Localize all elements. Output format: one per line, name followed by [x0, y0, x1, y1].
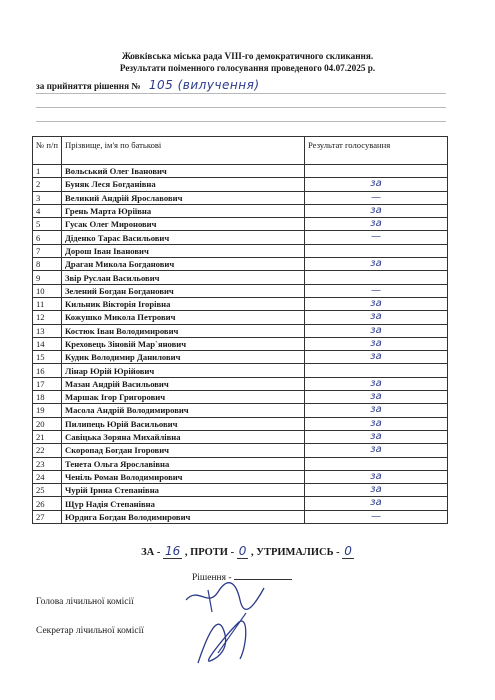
proty-count: 0: [238, 544, 247, 558]
deputy-name: Костюк Іван Володимирович: [62, 324, 305, 337]
table-row: [33, 271, 448, 284]
za-label: ЗА -: [141, 547, 161, 558]
table-row: [33, 218, 448, 231]
vote-result-cell: [305, 284, 448, 297]
vote-result: за: [370, 324, 382, 336]
vote-result-cell: [305, 204, 448, 217]
table-row: [33, 244, 448, 257]
row-number: 10: [33, 284, 62, 297]
vote-result: —: [371, 510, 381, 522]
row-number: 1: [33, 165, 62, 178]
table-row: [33, 337, 448, 350]
table-row: [33, 178, 448, 191]
utrym-label: , УТРИМАЛИСЬ -: [250, 547, 340, 558]
vote-result: за: [370, 417, 382, 429]
vote-result-cell: [305, 417, 448, 430]
deputy-name: Грень Марта Юріївна: [62, 204, 305, 217]
vote-result-cell: [305, 364, 448, 377]
utrym-count: 0: [344, 544, 352, 558]
vote-result: за: [370, 391, 382, 403]
col-name-header: Прізвище, ім'я по батькові: [62, 137, 305, 165]
table-row: [33, 404, 448, 417]
decision-label: за прийняття рішення №: [36, 81, 141, 91]
table-row: [33, 351, 448, 364]
table-row: [33, 165, 448, 178]
deputy-name: Кудик Володимир Данилович: [62, 351, 305, 364]
deputy-name: Тенета Ольга Ярославівна: [62, 457, 305, 470]
vote-result: за: [370, 470, 382, 482]
blank-line: [36, 107, 446, 108]
deputy-name: Савіцька Зоряна Михайлівна: [62, 430, 305, 443]
deputy-name: Юрдига Богдан Володимирович: [62, 510, 305, 523]
vote-result: за: [370, 351, 382, 363]
row-number: 23: [33, 457, 62, 470]
secretary-signature: [188, 603, 258, 673]
row-number: 2: [33, 178, 62, 191]
vote-result-cell: [305, 337, 448, 350]
table-row: [33, 484, 448, 497]
header-line-2: Результати поіменного голосування проведеного 04.07.2025 р.: [119, 63, 376, 73]
table-row: [33, 391, 448, 404]
vote-result-cell: [305, 165, 448, 178]
deputy-name: Пилипець Юрій Васильович: [62, 417, 305, 430]
table-row: [33, 364, 448, 377]
deputy-name: Великий Андрій Ярославович: [62, 191, 305, 204]
table-row: [33, 430, 448, 443]
vote-result: за: [370, 297, 382, 309]
vote-result-cell: [305, 497, 448, 510]
table-row: [33, 510, 448, 523]
deputy-name: Вольський Олег Іванович: [62, 165, 305, 178]
vote-result-cell: [305, 218, 448, 231]
deputy-name: Кильник Вікторія Ігорівна: [62, 297, 305, 310]
vote-result: за: [370, 178, 382, 190]
table-row: [33, 324, 448, 337]
vote-result: —: [371, 284, 381, 296]
row-number: 3: [33, 191, 62, 204]
row-number: 13: [33, 324, 62, 337]
vote-result-cell: [305, 470, 448, 483]
row-number: 24: [33, 470, 62, 483]
head-signature-label: Голова лічильної комісії: [36, 597, 134, 607]
row-number: 17: [33, 377, 62, 390]
deputy-name: Щур Надія Степанівна: [62, 497, 305, 510]
deputy-name: Зелений Богдан Богданович: [62, 284, 305, 297]
table-row: [33, 191, 448, 204]
vote-result-cell: [305, 484, 448, 497]
row-number: 25: [33, 484, 62, 497]
deputy-name: Драган Микола Богданович: [62, 258, 305, 271]
vote-result: за: [370, 311, 382, 323]
vote-result-cell: [305, 324, 448, 337]
row-number: 5: [33, 218, 62, 231]
decision-line: [36, 78, 260, 92]
header-line-1: Жовківська міська рада VIII-го демократичного скликання.: [121, 51, 374, 61]
row-number: 27: [33, 510, 62, 523]
row-number: 21: [33, 430, 62, 443]
vote-result-cell: [305, 271, 448, 284]
vote-result-cell: [305, 191, 448, 204]
vote-result-cell: [305, 351, 448, 364]
table-row: [33, 377, 448, 390]
vote-result: —: [371, 191, 381, 203]
vote-result-cell: [305, 178, 448, 191]
row-number: 15: [33, 351, 62, 364]
proty-label: , ПРОТИ -: [184, 547, 235, 558]
vote-result-cell: [305, 444, 448, 457]
deputy-name: Маршак Ігор Григорович: [62, 391, 305, 404]
table-row: [33, 311, 448, 324]
deputy-name: Лінар Юрій Юрійович: [62, 364, 305, 377]
vote-result: за: [370, 337, 382, 349]
table-row: [33, 444, 448, 457]
za-count: 16: [164, 544, 181, 558]
table-row: [33, 204, 448, 217]
deputy-name: Звір Руслан Васильович: [62, 271, 305, 284]
table-header-row: [33, 137, 448, 165]
vote-result-cell: [305, 231, 448, 244]
row-number: 22: [33, 444, 62, 457]
row-number: 4: [33, 204, 62, 217]
vote-result-cell: [305, 391, 448, 404]
row-number: 19: [33, 404, 62, 417]
table-row: [33, 297, 448, 310]
vote-tally: [0, 544, 495, 558]
vote-table: [32, 136, 448, 524]
table-row: [33, 231, 448, 244]
row-number: 14: [33, 337, 62, 350]
row-number: 9: [33, 271, 62, 284]
table-row: [33, 417, 448, 430]
col-num-header: № п/п: [33, 137, 62, 165]
vote-result-cell: [305, 258, 448, 271]
vote-result: за: [370, 204, 382, 216]
row-number: 8: [33, 258, 62, 271]
table-row: [33, 470, 448, 483]
deputy-name: Ченіль Роман Володимирович: [62, 470, 305, 483]
vote-result-cell: [305, 377, 448, 390]
vote-result-cell: [305, 430, 448, 443]
row-number: 11: [33, 297, 62, 310]
row-number: 6: [33, 231, 62, 244]
deputy-name: Діденко Тарас Васильович: [62, 231, 305, 244]
decision-footer-label: Рішення -: [192, 573, 232, 583]
vote-result-cell: [305, 510, 448, 523]
table-row: [33, 497, 448, 510]
vote-result: за: [370, 444, 382, 456]
table-row: [33, 258, 448, 271]
row-number: 12: [33, 311, 62, 324]
vote-result: за: [370, 484, 382, 496]
col-result-header: Результат голосування: [305, 137, 448, 165]
vote-result: за: [370, 430, 382, 442]
row-number: 16: [33, 364, 62, 377]
deputy-name: Буняк Леся Богданівна: [62, 178, 305, 191]
vote-result: за: [370, 377, 382, 389]
table-row: [33, 457, 448, 470]
vote-result: —: [371, 231, 381, 243]
vote-result-cell: [305, 297, 448, 310]
row-number: 18: [33, 391, 62, 404]
vote-result-cell: [305, 244, 448, 257]
vote-result: за: [370, 218, 382, 230]
row-number: 20: [33, 417, 62, 430]
vote-result-cell: [305, 311, 448, 324]
deputy-name: Дорош Іван Іванович: [62, 244, 305, 257]
deputy-name: Креховець Зіновій Мар`янович: [62, 337, 305, 350]
deputy-name: Масола Андрій Володимирович: [62, 404, 305, 417]
deputy-name: Мазан Андрій Васильович: [62, 377, 305, 390]
deputy-name: Кожушко Микола Петрович: [62, 311, 305, 324]
vote-result: за: [370, 497, 382, 509]
table-row: [33, 284, 448, 297]
deputy-name: Гусак Олег Миронович: [62, 218, 305, 231]
vote-result-cell: [305, 404, 448, 417]
vote-result-cell: [305, 457, 448, 470]
blank-line: [36, 121, 446, 122]
row-number: 7: [33, 244, 62, 257]
deputy-name: Чурій Ірина Степанівна: [62, 484, 305, 497]
vote-result: за: [370, 258, 382, 270]
decision-number: 105 (вилучення): [148, 78, 260, 92]
blank-line: [36, 93, 446, 94]
deputy-name: Скоропад Богдан Ігорович: [62, 444, 305, 457]
secretary-signature-label: Секретар лічильної комісії: [36, 626, 144, 636]
row-number: 26: [33, 497, 62, 510]
vote-result: за: [370, 404, 382, 416]
